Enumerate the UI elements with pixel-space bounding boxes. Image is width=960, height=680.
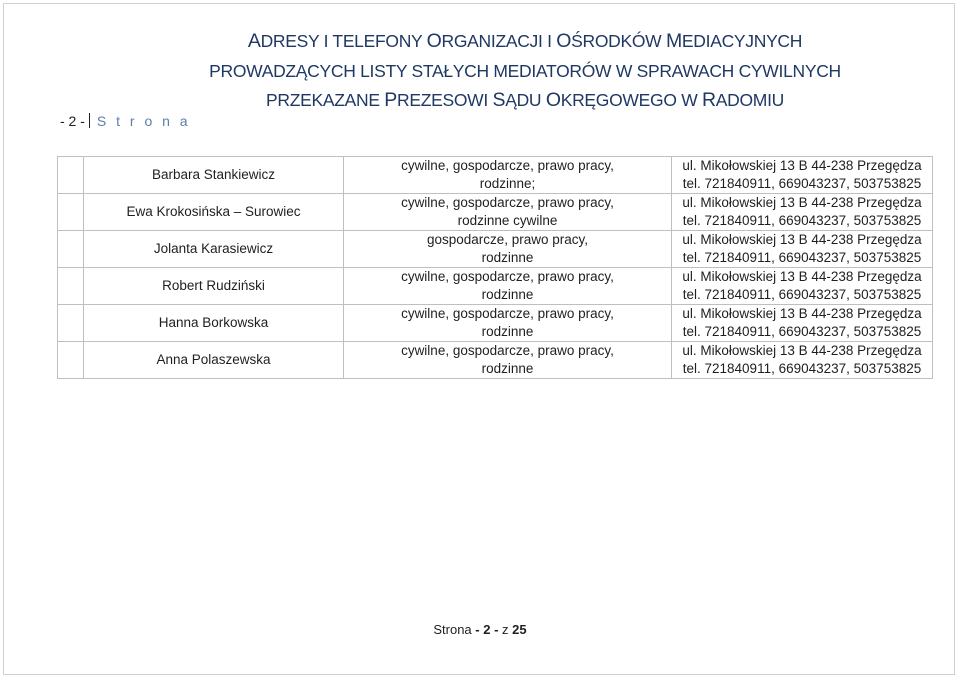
title-line-1-text-0: DRESY I TELEFONY	[260, 31, 427, 51]
contact-address	[672, 157, 933, 194]
title-line-3-text-3: KRĘGOWEGO W	[560, 90, 702, 110]
contact-address	[672, 194, 933, 231]
contact-address	[672, 231, 933, 268]
title-line-3-text-4: ADOMIU	[715, 90, 784, 110]
street-address: ul. Mikołowskiej 13 B 44-238 Przegędza	[682, 269, 922, 284]
page-footer	[0, 622, 960, 637]
title-line-3-text-2: ĄDU	[505, 90, 546, 110]
title-line-3	[120, 89, 930, 112]
phone-numbers: tel. 721840911, 669043237, 503753825	[682, 287, 922, 302]
title-line-3-cap-3: O	[545, 89, 561, 111]
mediator-name: Hanna Borkowska	[84, 305, 344, 342]
title-line-1-cap-2: O	[556, 30, 572, 52]
mediation-scope	[344, 305, 672, 342]
table-row	[58, 305, 933, 342]
scope-line: rodzinne;	[479, 176, 536, 191]
footer-total-pages: 25	[512, 622, 527, 637]
row-number-cell	[58, 305, 84, 342]
mediator-name: Barbara Stankiewicz	[84, 157, 344, 194]
phone-numbers: tel. 721840911, 669043237, 503753825	[682, 213, 922, 228]
mediator-name: Ewa Krokosińska – Surowiec	[84, 194, 344, 231]
row-number-cell	[58, 268, 84, 305]
title-line-3-cap-1: P	[384, 89, 397, 111]
street-address: ul. Mikołowskiej 13 B 44-238 Przegędza	[682, 195, 922, 210]
mediators-table	[57, 156, 933, 379]
table-row	[58, 194, 933, 231]
phone-numbers: tel. 721840911, 669043237, 503753825	[682, 176, 922, 191]
title-line-3-cap-4: R	[701, 89, 716, 111]
phone-numbers: tel. 721840911, 669043237, 503753825	[682, 250, 922, 265]
title-line-1	[120, 30, 930, 53]
table-row	[58, 231, 933, 268]
footer-current-page: - 2 -	[475, 622, 499, 637]
title-line-1-text-2: ŚRODKÓW	[571, 31, 666, 51]
scope-line: rodzinne	[481, 250, 534, 265]
page-marker-number: - 2 -	[60, 113, 85, 129]
scope-line: rodzinne	[481, 287, 534, 302]
table-row	[58, 157, 933, 194]
row-number-cell	[58, 157, 84, 194]
footer-prefix: Strona	[433, 622, 472, 637]
scope-line: gospodarcze, prawo pracy,	[426, 232, 589, 247]
street-address: ul. Mikołowskiej 13 B 44-238 Przegędza	[682, 306, 922, 321]
mediation-scope	[344, 231, 672, 268]
mediation-scope	[344, 342, 672, 379]
mediation-scope	[344, 268, 672, 305]
title-line-3-text-1: REZESOWI	[397, 90, 493, 110]
contact-address	[672, 268, 933, 305]
mediator-name: Robert Rudziński	[84, 268, 344, 305]
title-line-1-cap-3: M	[665, 30, 682, 52]
mediator-name: Jolanta Karasiewicz	[84, 231, 344, 268]
scope-line: rodzinne	[481, 324, 534, 339]
table-row	[58, 268, 933, 305]
scope-line: cywilne, gospodarcze, prawo pracy,	[401, 343, 614, 358]
scope-line: rodzinne	[481, 361, 534, 376]
title-line-1-text-3: EDIACYJNYCH	[681, 31, 803, 51]
title-line-2: PROWADZĄCYCH LISTY STAŁYCH MEDIATORÓW W SPRAWACH CYWILNYCH	[209, 61, 841, 81]
page-marker	[60, 113, 191, 129]
scope-line: cywilne, gospodarcze, prawo pracy,	[401, 158, 614, 173]
table-row	[58, 342, 933, 379]
street-address: ul. Mikołowskiej 13 B 44-238 Przegędza	[682, 343, 922, 358]
title-line-3-text-0: PRZEKAZANE	[266, 90, 385, 110]
scope-line: cywilne, gospodarcze, prawo pracy,	[401, 269, 614, 284]
title-line-1-cap-1: O	[426, 30, 442, 52]
mediation-scope	[344, 194, 672, 231]
contact-address	[672, 305, 933, 342]
row-number-cell	[58, 194, 84, 231]
phone-numbers: tel. 721840911, 669043237, 503753825	[682, 324, 922, 339]
title-line-1-cap-0: A	[247, 30, 261, 52]
title-line-3-cap-2: S	[492, 89, 506, 111]
mediator-name: Anna Polaszewska	[84, 342, 344, 379]
scope-line: cywilne, gospodarcze, prawo pracy,	[401, 195, 614, 210]
mediation-scope	[344, 157, 672, 194]
street-address: ul. Mikołowskiej 13 B 44-238 Przegędza	[682, 158, 922, 173]
scope-line: cywilne, gospodarcze, prawo pracy,	[401, 306, 614, 321]
contact-address	[672, 342, 933, 379]
title-line-1-text-1: RGANIZACJI I	[441, 31, 557, 51]
footer-separator: z	[502, 622, 509, 637]
row-number-cell	[58, 231, 84, 268]
page-marker-divider	[89, 113, 90, 128]
scope-line: rodzinne cywilne	[457, 213, 558, 228]
page-marker-word: S t r o n a	[96, 113, 191, 129]
phone-numbers: tel. 721840911, 669043237, 503753825	[682, 361, 922, 376]
street-address: ul. Mikołowskiej 13 B 44-238 Przegędza	[682, 232, 922, 247]
row-number-cell	[58, 342, 84, 379]
